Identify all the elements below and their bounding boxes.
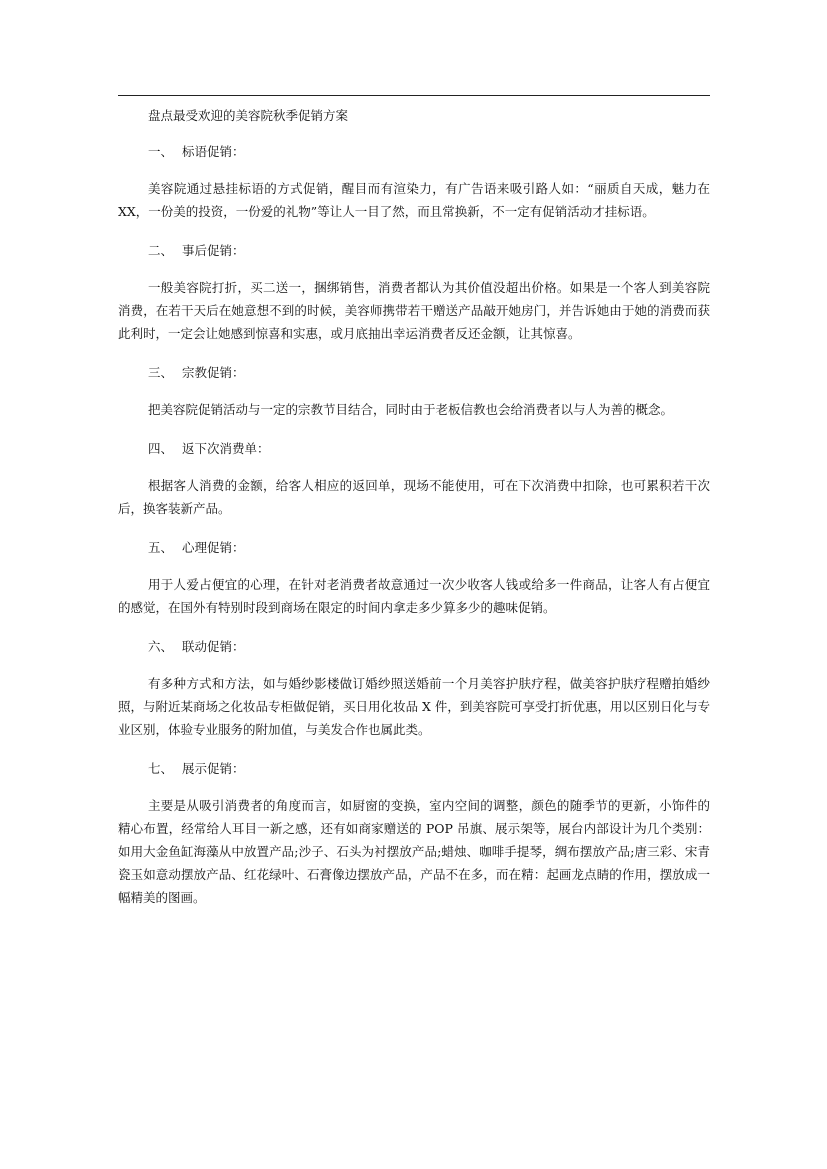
section-heading-text: 展示促销： (182, 761, 245, 776)
section-heading-text: 事后促销： (182, 243, 245, 258)
section-paragraph: 美容院通过悬挂标语的方式促销，醒目而有渲染力，有广告语来吸引路人如：“丽质自天成，魅力在XX，一份美的投资，一份爱的礼物”等让人一目了然，而且常换新，不一定有促销活动才挂标语。 (118, 181, 710, 219)
section-return-voucher (118, 437, 710, 520)
section-paragraph: 把美容院促销活动与一定的宗教节目结合，同时由于老板信教也会给消费者以与人为善的概念。 (148, 402, 674, 417)
section-psychological-promotion (118, 536, 710, 619)
section-number: 二、 (148, 243, 174, 258)
document-title: 盘点最受欢迎的美容院秋季促销方案 (148, 108, 349, 123)
section-number: 七、 (148, 761, 174, 776)
section-heading-text: 心理促销： (182, 540, 245, 555)
section-heading-text: 返下次消费单： (182, 441, 270, 456)
section-number: 五、 (148, 540, 174, 555)
section-heading-text: 联动促销： (182, 639, 245, 654)
section-display-promotion (118, 757, 710, 909)
section-religious-promotion (118, 361, 710, 421)
section-heading-text: 宗教促销： (182, 365, 245, 380)
section-number: 一、 (148, 144, 174, 159)
section-joint-promotion (118, 635, 710, 741)
section-paragraph: 用于人爱占便宜的心理，在针对老消费者故意通过一次少收客人钱或给多一件商品，让客人有占便宜的感觉，在国外有特别时段到商场在限定的时间内拿走多少算多少的趣味促销。 (118, 577, 710, 615)
section-heading (118, 536, 710, 559)
section-paragraph: 根据客人消费的金额，给客人相应的返回单，现场不能使用，可在下次消费中扣除，也可累积若干次后，换客装新产品。 (118, 478, 710, 516)
section-after-sale-promotion (118, 239, 710, 345)
section-heading (118, 437, 710, 460)
document-body (118, 104, 710, 925)
section-paragraph: 主要是从吸引消费者的角度而言，如厨窗的变换，室内空间的调整，颜色的随季节的更新，小饰件的精心布置，经常给人耳目一新之感，还有如商家赠送的 POP 吊旗、展示架等，展台内部设计为几个类别：如用大金鱼缸海藻从中放置产品;沙子、石头为衬摆放产品;蜡烛、咖啡手提琴，绸布摆放产品;唐三彩、宋青瓷玉如意动摆放产品、红花绿叶、石膏像边摆放产品，产品不在多，而在精：起画龙点睛的作用，摆放成一幅精美的图画。 (118, 798, 710, 905)
section-heading (118, 635, 710, 658)
section-heading (118, 361, 710, 384)
section-heading (118, 239, 710, 262)
section-number: 六、 (148, 639, 174, 654)
section-number: 三、 (148, 365, 174, 380)
section-number: 四、 (148, 441, 174, 456)
section-heading (118, 140, 710, 163)
section-slogan-promotion (118, 140, 710, 223)
section-paragraph: 有多种方式和方法，如与婚纱影楼做订婚纱照送婚前一个月美容护肤疗程，做美容护肤疗程赠拍婚纱照，与附近某商场之化妆品专柜做促销，买日用化妆品 X 件，到美容院可享受打折优惠，用以区别日化与专业区别，体验专业服务的附加值，与美发合作也属此类。 (118, 676, 710, 737)
section-heading (118, 757, 710, 780)
section-paragraph: 一般美容院打折，买二送一，捆绑销售，消费者都认为其价值没超出价格。如果是一个客人到美容院消费，在若干天后在她意想不到的时候，美容师携带若干赠送产品敲开她房门，并告诉她由于她的消费而获此利时，一定会让她感到惊喜和实惠，或月底抽出幸运消费者反还金额，让其惊喜。 (118, 280, 710, 341)
header-rule (118, 95, 710, 96)
section-heading-text: 标语促销： (182, 144, 245, 159)
